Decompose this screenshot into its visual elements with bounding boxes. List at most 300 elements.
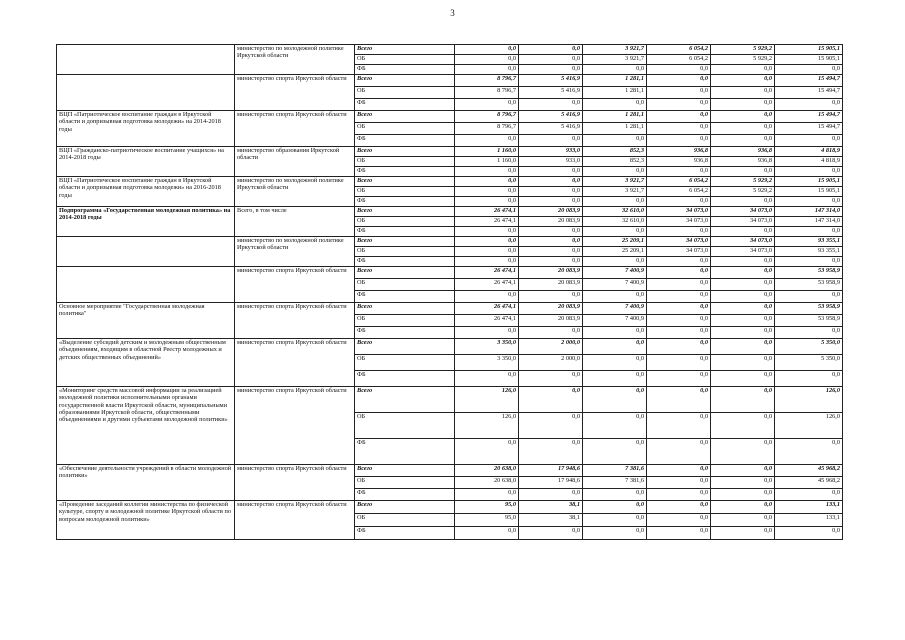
year-value-cell: 0,0 [583,65,647,75]
total-value-cell: 15 905,1 [775,55,843,65]
funding-source-cell: ОБ [355,247,455,257]
year-value-cell: 0,0 [583,257,647,267]
executor-cell: министерство спорта Иркутской области [235,111,355,147]
total-value-cell: 53 958,9 [775,303,843,315]
total-value-cell: 15 905,1 [775,187,843,197]
total-value-cell: 0,0 [775,99,843,111]
year-value-cell: 0,0 [647,303,711,315]
year-value-cell: 0,0 [711,267,775,279]
total-value-cell: 15 494,7 [775,87,843,99]
measure-name-cell: ВЦП «Гражданско-патриотическое воспитание учащихся» на 2014-2018 годы [57,147,235,177]
executor-cell: министерство спорта Иркутской области [235,501,355,540]
year-value-cell: 1 160,0 [455,157,519,167]
year-value-cell: 0,0 [647,65,711,75]
year-value-cell: 0,0 [519,187,583,197]
table-row [57,75,843,87]
year-value-cell: 0,0 [647,227,711,237]
year-value-cell: 0,0 [455,247,519,257]
year-value-cell: 0,0 [519,65,583,75]
year-value-cell: 0,0 [455,55,519,65]
year-value-cell: 1 281,1 [583,111,647,123]
year-value-cell: 0,0 [711,339,775,355]
total-value-cell: 126,0 [775,387,843,413]
year-value-cell: 0,0 [455,227,519,237]
year-value-cell: 0,0 [711,355,775,371]
funding-source-cell: Всего [355,267,455,279]
year-value-cell: 0,0 [647,291,711,303]
funding-source-cell: Всего [355,303,455,315]
year-value-cell: 0,0 [711,197,775,207]
funding-source-cell: ОБ [355,355,455,371]
year-value-cell: 933,0 [519,147,583,157]
funding-source-cell: ФБ [355,135,455,147]
year-value-cell: 0,0 [711,303,775,315]
year-value-cell: 126,0 [455,387,519,413]
year-value-cell: 26 474,1 [455,279,519,291]
total-value-cell: 0,0 [775,489,843,501]
year-value-cell: 2 000,0 [519,355,583,371]
year-value-cell: 0,0 [711,527,775,540]
funding-source-cell: ФБ [355,489,455,501]
year-value-cell: 0,0 [519,327,583,339]
year-value-cell: 20 083,9 [519,279,583,291]
year-value-cell: 3 921,7 [583,45,647,55]
year-value-cell: 0,0 [647,439,711,465]
year-value-cell: 0,0 [583,387,647,413]
year-value-cell: 0,0 [647,87,711,99]
year-value-cell: 0,0 [583,514,647,527]
year-value-cell: 936,8 [711,157,775,167]
year-value-cell: 32 610,0 [583,217,647,227]
year-value-cell: 7 381,6 [583,465,647,477]
year-value-cell: 0,0 [583,413,647,439]
year-value-cell: 0,0 [519,227,583,237]
page-number: 3 [450,8,455,18]
year-value-cell: 25 209,1 [583,237,647,247]
funding-source-cell: ОБ [355,157,455,167]
year-value-cell: 0,0 [519,291,583,303]
executor-cell: министерство по молодежной политике Иркутской области [235,177,355,207]
total-value-cell: 0,0 [775,439,843,465]
year-value-cell: 34 073,0 [711,217,775,227]
year-value-cell: 17 948,6 [519,477,583,489]
total-value-cell: 0,0 [775,65,843,75]
funding-source-cell: Всего [355,387,455,413]
year-value-cell: 0,0 [647,111,711,123]
year-value-cell: 2 000,0 [519,339,583,355]
table-row [57,387,843,413]
measure-name-cell [57,267,235,303]
table-row [57,237,843,247]
year-value-cell: 0,0 [711,489,775,501]
year-value-cell: 3 921,7 [583,177,647,187]
funding-source-cell: ФБ [355,65,455,75]
funding-source-cell: Всего [355,339,455,355]
funding-source-cell: Всего [355,207,455,217]
total-value-cell: 0,0 [775,227,843,237]
year-value-cell: 0,0 [711,387,775,413]
total-value-cell: 0,0 [775,327,843,339]
total-value-cell: 53 958,9 [775,315,843,327]
year-value-cell: 26 474,1 [455,315,519,327]
year-value-cell: 0,0 [647,75,711,87]
measure-name-cell: Подпрограмма «Государственная молодежная политика» на 2014-2018 годы [57,207,235,237]
year-value-cell: 0,0 [583,355,647,371]
year-value-cell: 0,0 [519,135,583,147]
year-value-cell: 0,0 [647,99,711,111]
total-value-cell: 0,0 [775,371,843,387]
year-value-cell: 0,0 [647,501,711,514]
funding-source-cell: ФБ [355,327,455,339]
year-value-cell: 3 350,0 [455,339,519,355]
executor-cell: Всего, в том числе [235,207,355,237]
total-value-cell: 133,1 [775,501,843,514]
executor-cell: министерство по молодежной политике Иркутской области [235,45,355,75]
executor-cell: министерство спорта Иркутской области [235,339,355,387]
measure-name-cell: ВЦП «Патриотическое воспитание граждан в Иркутской области и допризывная подготовка молодежи» на 2014-2018 годы [57,111,235,147]
year-value-cell: 6 054,2 [647,177,711,187]
year-value-cell: 0,0 [647,197,711,207]
year-value-cell: 0,0 [711,99,775,111]
total-value-cell: 93 355,1 [775,237,843,247]
year-value-cell: 0,0 [647,315,711,327]
year-value-cell: 26 474,1 [455,303,519,315]
year-value-cell: 0,0 [647,514,711,527]
year-value-cell: 0,0 [711,167,775,177]
total-value-cell: 0,0 [775,257,843,267]
year-value-cell: 3 921,7 [583,55,647,65]
total-value-cell: 53 958,9 [775,267,843,279]
year-value-cell: 0,0 [455,135,519,147]
funding-source-cell: Всего [355,45,455,55]
year-value-cell: 0,0 [583,501,647,514]
year-value-cell: 0,0 [711,65,775,75]
year-value-cell: 852,3 [583,157,647,167]
year-value-cell: 1 281,1 [583,87,647,99]
year-value-cell: 5 929,2 [711,187,775,197]
year-value-cell: 936,8 [711,147,775,157]
funding-source-cell: Всего [355,147,455,157]
year-value-cell: 20 083,9 [519,303,583,315]
executor-cell: министерство спорта Иркутской области [235,465,355,501]
year-value-cell: 0,0 [583,197,647,207]
year-value-cell: 0,0 [519,247,583,257]
year-value-cell: 6 054,2 [647,45,711,55]
year-value-cell: 0,0 [455,99,519,111]
year-value-cell: 0,0 [711,135,775,147]
total-value-cell: 15 494,7 [775,111,843,123]
year-value-cell: 0,0 [711,465,775,477]
year-value-cell: 1 281,1 [583,75,647,87]
year-value-cell: 0,0 [647,489,711,501]
total-value-cell: 0,0 [775,527,843,540]
year-value-cell: 0,0 [455,439,519,465]
year-value-cell: 38,1 [519,514,583,527]
funding-source-cell: ОБ [355,315,455,327]
year-value-cell: 34 073,0 [711,207,775,217]
year-value-cell: 0,0 [455,527,519,540]
year-value-cell: 0,0 [455,197,519,207]
year-value-cell: 0,0 [583,327,647,339]
year-value-cell: 0,0 [711,439,775,465]
year-value-cell: 0,0 [711,111,775,123]
year-value-cell: 0,0 [519,387,583,413]
year-value-cell: 0,0 [711,514,775,527]
total-value-cell: 147 314,0 [775,207,843,217]
year-value-cell: 34 073,0 [647,217,711,227]
year-value-cell: 8 796,7 [455,111,519,123]
year-value-cell: 0,0 [711,75,775,87]
funding-source-cell: ФБ [355,197,455,207]
year-value-cell: 0,0 [711,315,775,327]
measure-name-cell: Основное мероприятие "Государственная молодежная политика" [57,303,235,339]
year-value-cell: 0,0 [711,477,775,489]
year-value-cell: 34 073,0 [647,207,711,217]
year-value-cell: 6 054,2 [647,55,711,65]
measure-name-cell [57,75,235,111]
funding-source-cell: ОБ [355,514,455,527]
year-value-cell: 0,0 [583,227,647,237]
year-value-cell: 1 160,0 [455,147,519,157]
year-value-cell: 26 474,1 [455,207,519,217]
year-value-cell: 852,3 [583,147,647,157]
total-value-cell: 0,0 [775,197,843,207]
year-value-cell: 0,0 [519,257,583,267]
funding-source-cell: ФБ [355,257,455,267]
year-value-cell: 5 416,9 [519,123,583,135]
year-value-cell: 26 474,1 [455,267,519,279]
year-value-cell: 20 083,9 [519,267,583,279]
executor-cell: министерство по молодежной политике Иркутской области [235,237,355,267]
funding-source-cell: ОБ [355,477,455,489]
year-value-cell: 20 638,0 [455,465,519,477]
year-value-cell: 5 929,2 [711,45,775,55]
year-value-cell: 0,0 [647,477,711,489]
table-row [57,267,843,279]
year-value-cell: 0,0 [647,413,711,439]
year-value-cell: 95,0 [455,501,519,514]
year-value-cell: 8 796,7 [455,87,519,99]
year-value-cell: 0,0 [647,339,711,355]
total-value-cell: 53 958,9 [775,279,843,291]
table-row [57,339,843,355]
year-value-cell: 0,0 [519,237,583,247]
table-row [57,147,843,157]
funding-source-cell: Всего [355,501,455,514]
funding-source-cell: Всего [355,465,455,477]
funding-source-cell: ОБ [355,413,455,439]
funding-source-cell: ОБ [355,279,455,291]
funding-source-cell: ОБ [355,123,455,135]
year-value-cell: 0,0 [455,291,519,303]
year-value-cell: 32 610,0 [583,207,647,217]
total-value-cell: 0,0 [775,167,843,177]
year-value-cell: 0,0 [583,99,647,111]
measure-name-cell: «Выделение субсидий детским и молодежным общественным объединениям, входящим в областной Реестр молодежных и детских общественных объединений» [57,339,235,387]
year-value-cell: 0,0 [583,527,647,540]
year-value-cell: 126,0 [455,413,519,439]
year-value-cell: 0,0 [455,187,519,197]
year-value-cell: 0,0 [455,237,519,247]
table-row [57,207,843,217]
executor-cell: министерство спорта Иркутской области [235,303,355,339]
measure-name-cell [57,237,235,267]
total-value-cell: 15 494,7 [775,123,843,135]
funding-source-cell: ОБ [355,55,455,65]
year-value-cell: 8 796,7 [455,123,519,135]
year-value-cell: 0,0 [455,257,519,267]
year-value-cell: 5 416,9 [519,111,583,123]
table-row [57,45,843,55]
year-value-cell: 0,0 [647,135,711,147]
year-value-cell: 34 073,0 [647,247,711,257]
year-value-cell: 0,0 [583,439,647,465]
measure-name-cell: «Проведение заседаний коллегии министерства по физической культуре, спорту и молодежной политике Иркутской области по вопросам молодежной политики» [57,501,235,540]
year-value-cell: 1 281,1 [583,123,647,135]
year-value-cell: 0,0 [519,197,583,207]
year-value-cell: 936,8 [647,147,711,157]
year-value-cell: 0,0 [647,527,711,540]
year-value-cell: 3 921,7 [583,187,647,197]
year-value-cell: 0,0 [519,45,583,55]
year-value-cell: 0,0 [519,439,583,465]
year-value-cell: 0,0 [519,527,583,540]
year-value-cell: 34 073,0 [711,247,775,257]
year-value-cell: 0,0 [647,279,711,291]
total-value-cell: 45 968,2 [775,465,843,477]
year-value-cell: 0,0 [583,135,647,147]
measure-name-cell: «Мониторинг средств массовой информации за реализацией молодежной политики исполнительными органами государственной власти Иркутской области, муниципальными образованиями Иркутской области, общественными объединениями и другими субъектами молодежной политики» [57,387,235,465]
year-value-cell: 0,0 [647,465,711,477]
year-value-cell: 0,0 [519,167,583,177]
year-value-cell: 34 073,0 [647,237,711,247]
year-value-cell: 0,0 [519,55,583,65]
year-value-cell: 0,0 [583,339,647,355]
executor-cell: министерство спорта Иркутской области [235,387,355,465]
year-value-cell: 5 416,9 [519,75,583,87]
year-value-cell: 38,1 [519,501,583,514]
funding-source-cell: ОБ [355,187,455,197]
year-value-cell: 933,0 [519,157,583,167]
year-value-cell: 0,0 [647,167,711,177]
table-row [57,501,843,514]
year-value-cell: 936,8 [647,157,711,167]
year-value-cell: 7 400,9 [583,267,647,279]
year-value-cell: 0,0 [711,501,775,514]
measure-name-cell: ВЦП «Патриотическое воспитание граждан в Иркутской области и допризывная подготовка молодежи» на 2016-2018 годы [57,177,235,207]
funding-source-cell: ФБ [355,167,455,177]
year-value-cell: 0,0 [647,123,711,135]
total-value-cell: 15 905,1 [775,177,843,187]
budget-table [56,44,843,540]
year-value-cell: 0,0 [711,413,775,439]
year-value-cell: 0,0 [647,327,711,339]
year-value-cell: 0,0 [455,45,519,55]
year-value-cell: 17 948,6 [519,465,583,477]
funding-source-cell: Всего [355,111,455,123]
year-value-cell: 20 083,9 [519,217,583,227]
table-row [57,303,843,315]
funding-source-cell: ФБ [355,371,455,387]
year-value-cell: 7 400,9 [583,303,647,315]
total-value-cell: 5 350,0 [775,355,843,371]
total-value-cell: 5 350,0 [775,339,843,355]
year-value-cell: 0,0 [711,327,775,339]
total-value-cell: 0,0 [775,291,843,303]
year-value-cell: 5 416,9 [519,87,583,99]
year-value-cell: 7 400,9 [583,279,647,291]
funding-source-cell: Всего [355,237,455,247]
total-value-cell: 93 355,1 [775,247,843,257]
year-value-cell: 0,0 [583,167,647,177]
year-value-cell: 0,0 [647,371,711,387]
funding-source-cell: ФБ [355,439,455,465]
total-value-cell: 147 314,0 [775,217,843,227]
total-value-cell: 0,0 [775,135,843,147]
total-value-cell: 126,0 [775,413,843,439]
funding-source-cell: ОБ [355,87,455,99]
year-value-cell: 0,0 [583,489,647,501]
year-value-cell: 0,0 [583,291,647,303]
year-value-cell: 0,0 [711,257,775,267]
year-value-cell: 0,0 [519,177,583,187]
table-row [57,111,843,123]
year-value-cell: 20 638,0 [455,477,519,489]
year-value-cell: 8 796,7 [455,75,519,87]
year-value-cell: 0,0 [455,65,519,75]
year-value-cell: 0,0 [711,227,775,237]
year-value-cell: 0,0 [647,267,711,279]
funding-source-cell: ФБ [355,291,455,303]
funding-source-cell: ФБ [355,99,455,111]
total-value-cell: 4 818,9 [775,147,843,157]
year-value-cell: 0,0 [455,489,519,501]
funding-source-cell: ФБ [355,527,455,540]
year-value-cell: 0,0 [647,257,711,267]
year-value-cell: 0,0 [647,355,711,371]
executor-cell: министерство спорта Иркутской области [235,267,355,303]
year-value-cell: 34 073,0 [711,237,775,247]
table-row [57,465,843,477]
year-value-cell: 0,0 [711,371,775,387]
funding-source-cell: ФБ [355,227,455,237]
total-value-cell: 15 905,1 [775,45,843,55]
year-value-cell: 26 474,1 [455,217,519,227]
total-value-cell: 15 494,7 [775,75,843,87]
year-value-cell: 7 400,9 [583,315,647,327]
year-value-cell: 0,0 [711,87,775,99]
year-value-cell: 5 929,2 [711,55,775,65]
year-value-cell: 25 209,1 [583,247,647,257]
year-value-cell: 5 929,2 [711,177,775,187]
funding-source-cell: Всего [355,177,455,187]
year-value-cell: 0,0 [711,291,775,303]
funding-source-cell: Всего [355,75,455,87]
year-value-cell: 0,0 [455,327,519,339]
year-value-cell: 3 350,0 [455,355,519,371]
year-value-cell: 0,0 [711,123,775,135]
year-value-cell: 0,0 [519,489,583,501]
year-value-cell: 6 054,2 [647,187,711,197]
year-value-cell: 0,0 [519,413,583,439]
year-value-cell: 0,0 [711,279,775,291]
measure-name-cell [57,45,235,75]
year-value-cell: 0,0 [583,371,647,387]
funding-source-cell: ОБ [355,217,455,227]
measure-name-cell: «Обеспечение деятельности учреждений в области молодежной политики» [57,465,235,501]
executor-cell: министерство спорта Иркутской области [235,75,355,111]
total-value-cell: 45 968,2 [775,477,843,489]
